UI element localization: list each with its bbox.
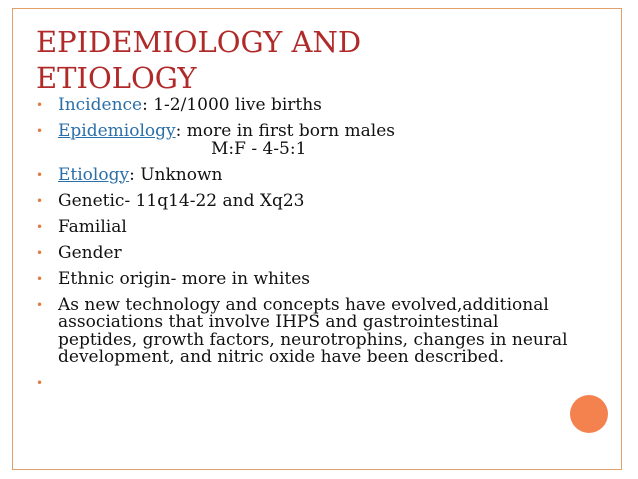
genetic-text: Genetic- 11q14-22 and Xq23	[58, 190, 305, 211]
bullet-icon: •	[36, 193, 44, 208]
bullet-icon: •	[36, 167, 44, 182]
bullet-list	[36, 95, 576, 390]
familial-text: Familial	[58, 216, 127, 237]
term-incidence: Incidence	[58, 95, 143, 115]
slide-title	[36, 24, 556, 96]
epidemiology-text: : more in first born males	[175, 121, 395, 141]
incidence-text: : 1-2/1000 live births	[142, 95, 322, 115]
decorative-circle	[570, 395, 608, 433]
ethnic-text: Ethnic origin- more in whites	[58, 268, 311, 289]
etiology-text: : Unknown	[129, 164, 223, 185]
title-line-1: EPIDEMIOLOGY AND	[36, 25, 362, 59]
bullet-icon: •	[36, 376, 44, 390]
gender-text: Gender	[58, 242, 122, 263]
bullet-epidemiology	[36, 123, 576, 158]
bullet-icon: •	[36, 98, 44, 112]
title-line-2: ETIOLOGY	[36, 61, 197, 95]
bullet-icon: •	[36, 219, 44, 234]
bullet-gender	[36, 242, 576, 263]
bullet-icon: •	[36, 297, 44, 312]
bullet-icon: •	[36, 124, 44, 138]
bullet-icon: •	[36, 271, 44, 286]
bullet-familial	[36, 216, 576, 237]
bullet-genetic	[36, 190, 576, 211]
bullet-icon: •	[36, 245, 44, 260]
term-etiology-link[interactable]: Etiology	[58, 164, 130, 185]
bullet-incidence	[36, 97, 576, 115]
term-epidemiology-link[interactable]: Epidemiology	[58, 121, 176, 141]
sex-ratio-text: M:F - 4-5:1	[211, 138, 307, 159]
bullet-associations	[36, 294, 576, 367]
associations-text: As new technology and concepts have evolved,additional associations that involve IHPS and gastrointestinal peptides, growth factors, neurotrophins, changes in neural development, and nitric oxide have been described.	[58, 294, 568, 367]
bullet-ethnic	[36, 268, 576, 289]
bullet-etiology	[36, 164, 576, 185]
